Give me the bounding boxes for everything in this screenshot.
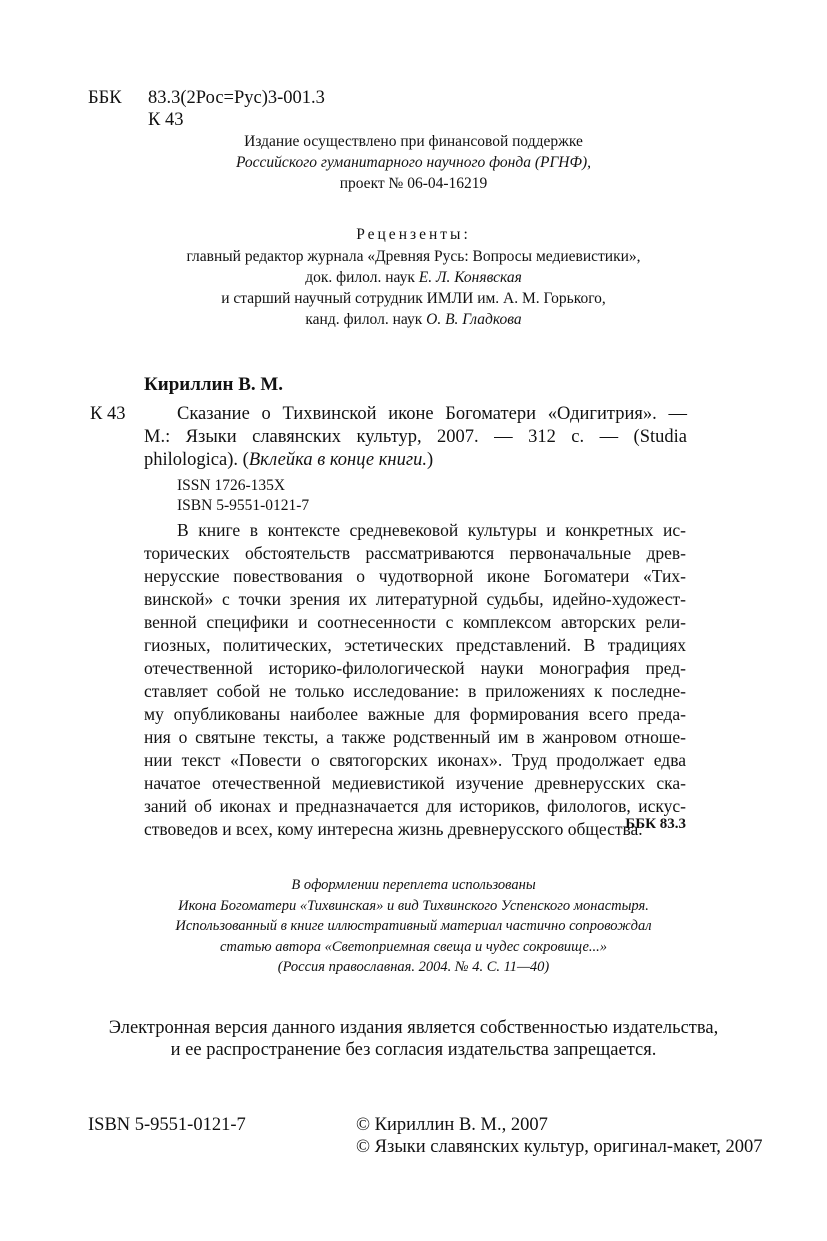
entry-desc-line-2: М.: Языки славянских культур, 2007. — 312 с. — (Studia bbox=[144, 427, 687, 447]
cover-note-line: Икона Богоматери «Тихвинская» и вид Тихвинского Успенского монастыря. bbox=[178, 898, 649, 914]
copyright-notice-line-2: и ее распространение без согласия издательства запрещается. bbox=[170, 1040, 657, 1060]
funding-line-3: проект № 06-04-16219 bbox=[339, 175, 488, 192]
bbk-code: 83.3(2Рос=Рус)3-001.3 bbox=[148, 88, 325, 108]
abstract-line: гиозных, политических, эстетических представлений. В традициях bbox=[144, 635, 686, 655]
entry-author: Кириллин В. М. bbox=[144, 374, 284, 395]
abstract-line: ставляет собой не только исследование: в приложениях к последне- bbox=[144, 681, 686, 701]
funding-line-2: Российского гуманитарного научного фонда (РГНФ), bbox=[236, 154, 591, 171]
abstract-line: торических обстоятельств рассматриваются первоначальные древ- bbox=[144, 543, 686, 563]
reviewers-line-4: канд. филол. наук О. В. Гладкова bbox=[305, 311, 522, 328]
abstract-line: му опубликованы наиболее важные для формирования всего преда- bbox=[144, 704, 686, 724]
entry-desc-line-3: philologica). (Вклейка в конце книги.) bbox=[144, 450, 434, 470]
cover-note-line: (Россия православная. 2004. № 4. С. 11—40) bbox=[277, 959, 550, 975]
abstract-line: нерусские повествования о чудотворной иконе Богоматери «Тих- bbox=[144, 566, 686, 586]
bbk-author-sign: К 43 bbox=[148, 110, 184, 130]
funding-line-1: Издание осуществлено при финансовой поддержке bbox=[244, 133, 583, 150]
footer-copyright-author: © Кириллин В. М., 2007 bbox=[356, 1115, 548, 1135]
cover-note-line: Использованный в книге иллюстративный материал частично сопровождал bbox=[175, 918, 652, 934]
cover-note-line: статью автора «Светоприемная свеща и чудес сокровище...» bbox=[219, 939, 608, 955]
abstract-bbk-code: ББК 83.3 bbox=[625, 816, 686, 832]
abstract-line: отечественной историко-филологической науки монография пред- bbox=[144, 658, 686, 678]
abstract-line: венной специфики и соотнесенности с комплексом авторских рели- bbox=[144, 612, 686, 632]
entry-issn: ISSN 1726-135X bbox=[177, 477, 286, 494]
entry-isbn: ISBN 5-9551-0121-7 bbox=[177, 497, 310, 514]
abstract-line: нии текст «Повести о святогорских иконах». Труд продолжает едва bbox=[144, 750, 686, 770]
abstract-line: винской» с точки зрения их литературной судьбы, идейно-художест- bbox=[144, 589, 686, 609]
reviewers-line-1: главный редактор журнала «Древняя Русь: Вопросы медиевистики», bbox=[186, 248, 641, 265]
abstract-line: начатое отечественной медиевистикой изучение древнерусских ска- bbox=[144, 773, 686, 793]
bbk-label: ББК bbox=[88, 88, 122, 108]
cover-note-line: В оформлении переплета использованы bbox=[291, 877, 536, 893]
abstract-line: заний об иконах и предназначается для историков, филологов, искус- bbox=[144, 796, 686, 816]
reviewers-line-2: док. филол. наук Е. Л. Конявская bbox=[305, 269, 522, 286]
entry-sign: К 43 bbox=[90, 404, 126, 424]
abstract-line: ния о святыне тексты, а также родственный им в жанровом отноше- bbox=[144, 727, 686, 747]
abstract-line: ствоведов и всех, кому интересна жизнь древнерусского общества. bbox=[144, 819, 643, 839]
copyright-notice-line-1: Электронная версия данного издания является собственностью издательства, bbox=[108, 1018, 719, 1038]
footer-isbn: ISBN 5-9551-0121-7 bbox=[88, 1115, 246, 1135]
abstract-line: В книге в контексте средневековой культуры и конкретных ис- bbox=[177, 520, 686, 540]
entry-desc-line-1: Сказание о Тихвинской иконе Богоматери «Одигитрия». — bbox=[177, 404, 687, 424]
reviewers-title: Рецензенты: bbox=[356, 226, 471, 243]
reviewers-line-3: и старший научный сотрудник ИМЛИ им. А. М. Горького, bbox=[221, 290, 606, 307]
footer-copyright-publisher: © Языки славянских культур, оригинал-макет, 2007 bbox=[356, 1137, 763, 1157]
